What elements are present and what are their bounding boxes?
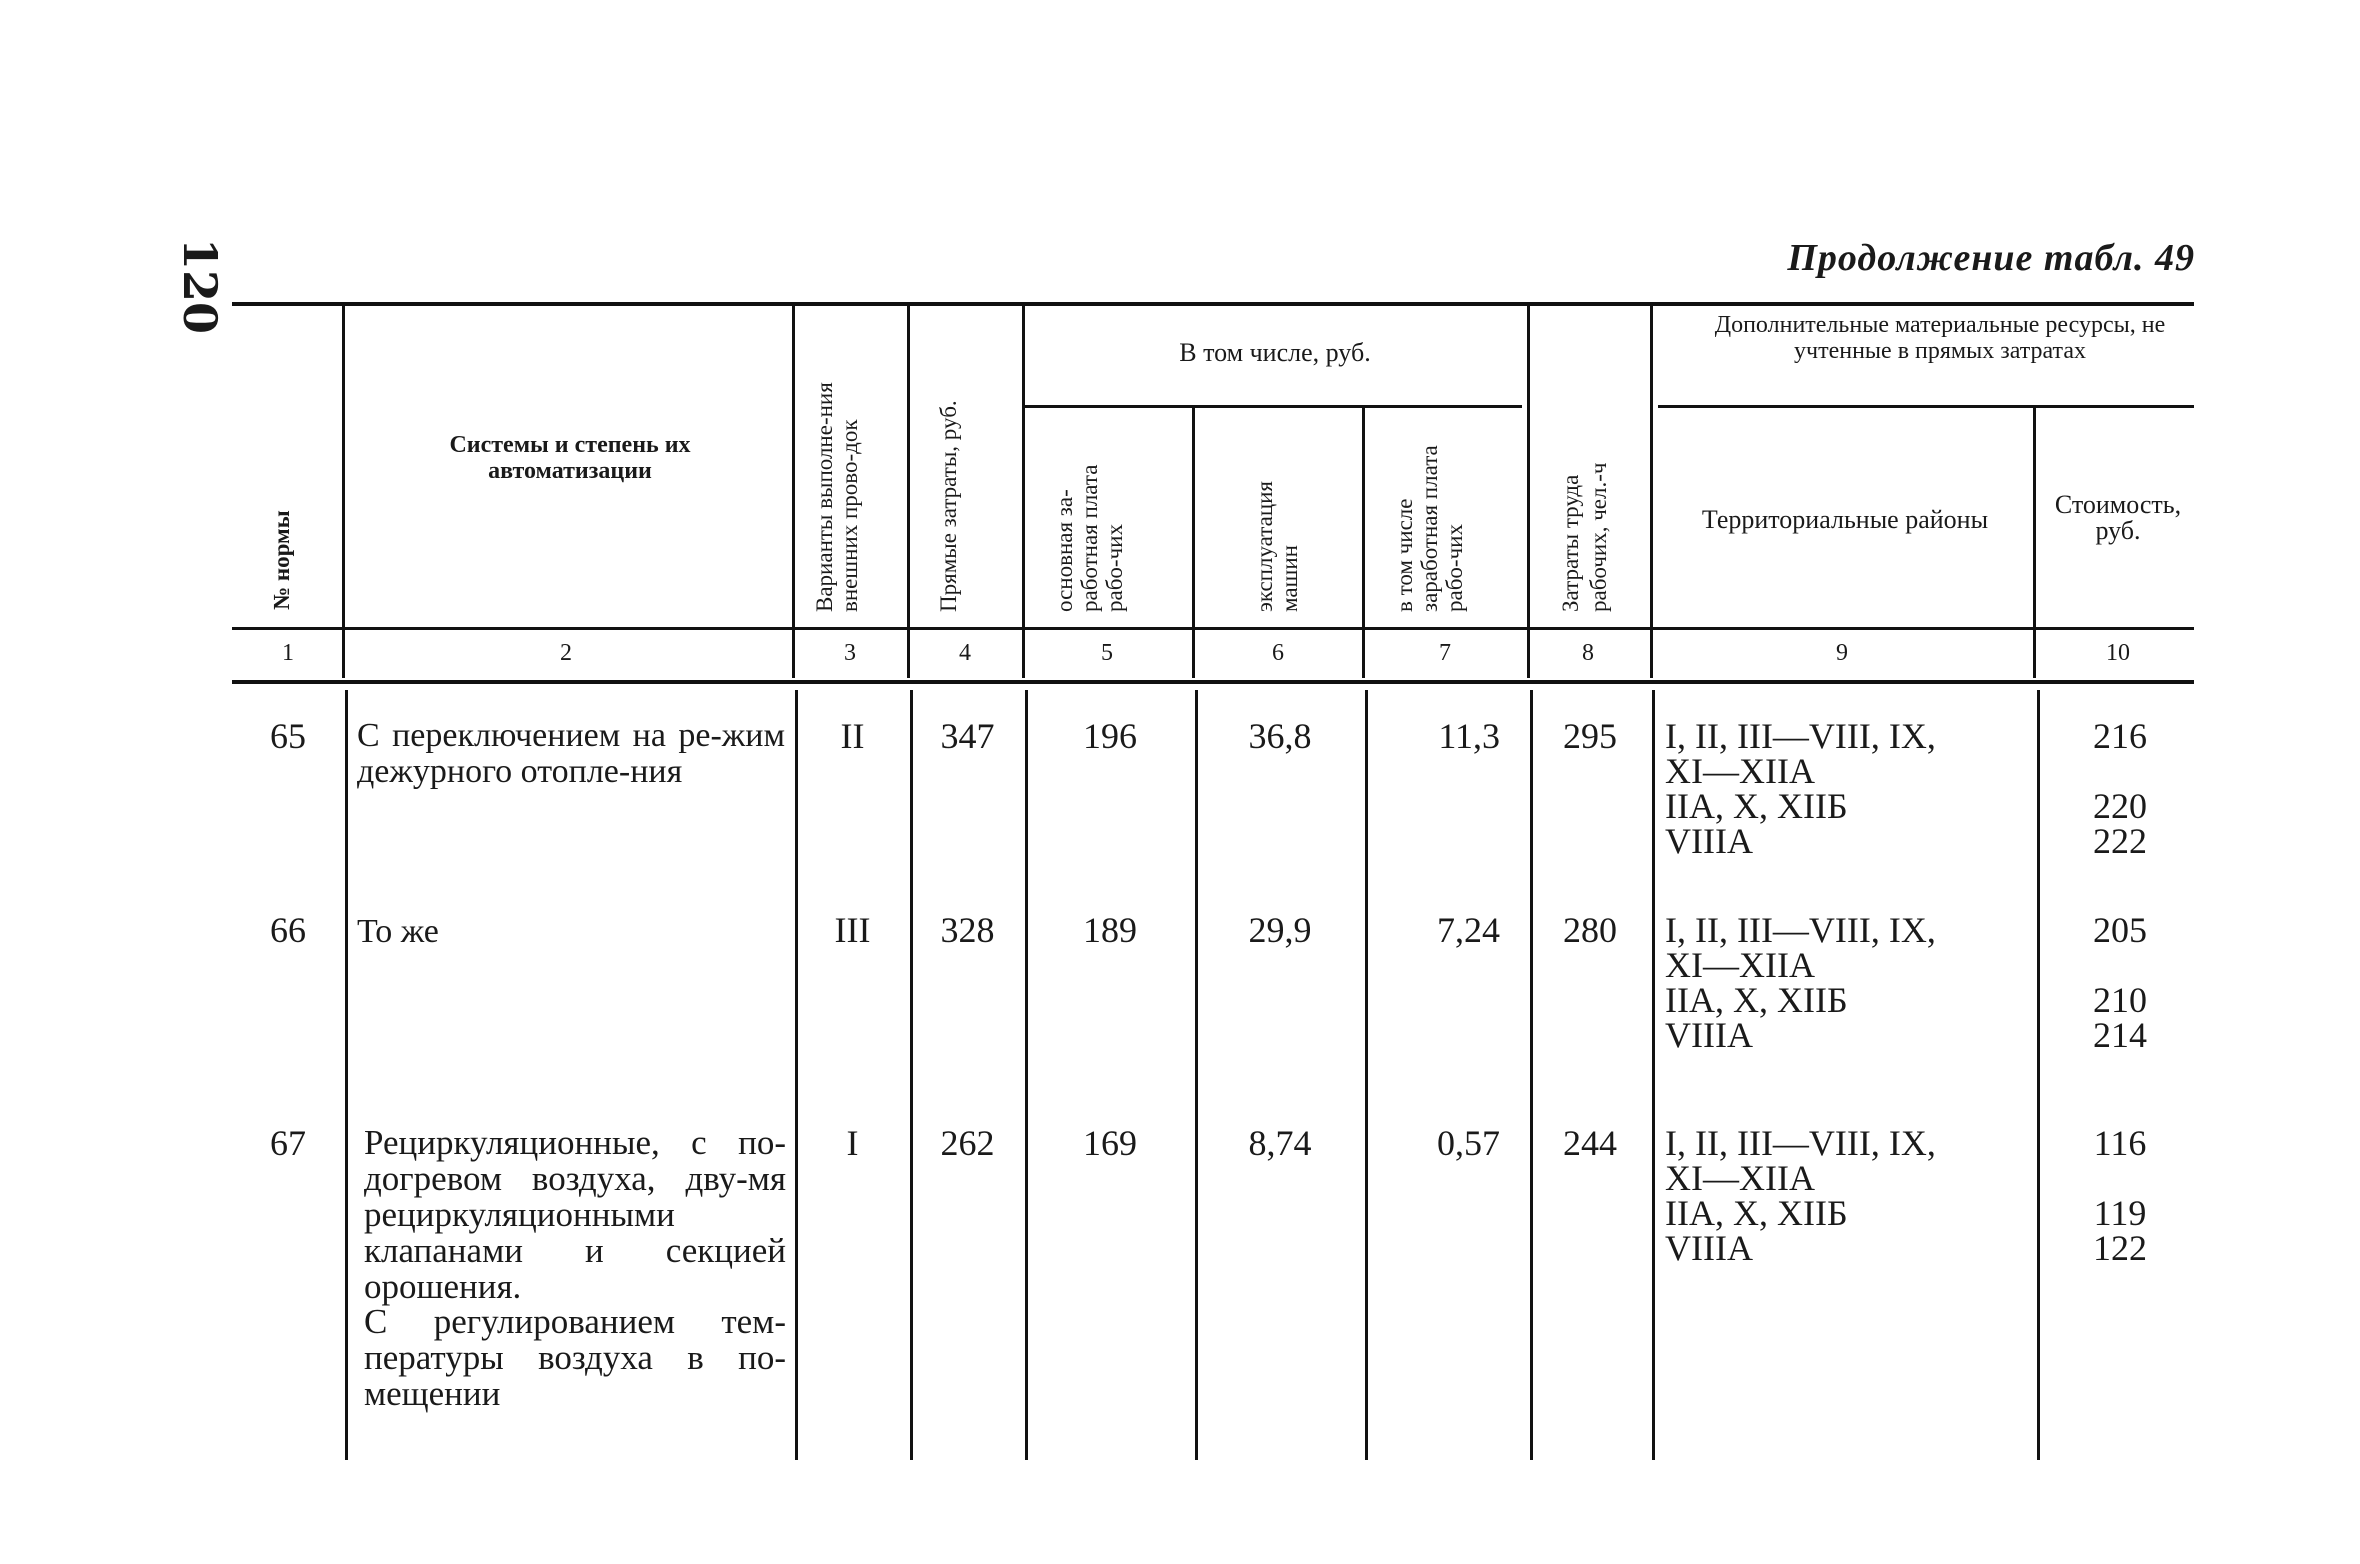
header-norm-number: № нормы bbox=[269, 510, 294, 610]
col-divider bbox=[1365, 690, 1368, 1460]
col-divider bbox=[1362, 408, 1365, 678]
machine-wages: 0,57 bbox=[1437, 1123, 1500, 1163]
col-number: 3 bbox=[844, 640, 856, 666]
variant: I bbox=[846, 1123, 859, 1163]
col-divider bbox=[1530, 690, 1533, 1460]
system-description: Рециркуляционные, с по-догревом воздуха, дву-мя рециркуляционными клапанами и секцией орошения. bbox=[364, 1123, 786, 1306]
header-group-incl: В том числе, руб. bbox=[1179, 338, 1371, 367]
col-divider bbox=[795, 690, 798, 1460]
header-base-wages-text: основная за-работная плата рабо-чих bbox=[1052, 464, 1127, 612]
col-divider bbox=[2033, 408, 2036, 678]
group-rule-1 bbox=[1022, 405, 1522, 408]
header-cost: Стоимость, руб. bbox=[2054, 490, 2182, 545]
header-machines-text: эксплуатация машин bbox=[1252, 480, 1302, 612]
numbers-bottom-rule bbox=[232, 680, 2194, 684]
col-number: 4 bbox=[959, 640, 971, 666]
cost-value: 210 bbox=[2093, 980, 2147, 1020]
machine-wages: 7,24 bbox=[1437, 910, 1500, 950]
region-line: XI—XIIA bbox=[1665, 945, 1815, 985]
header-direct-costs-text: Прямые затраты, руб. bbox=[936, 400, 961, 612]
machine-costs: 29,9 bbox=[1248, 910, 1312, 950]
header-machines bbox=[1252, 422, 1302, 612]
variant: II bbox=[840, 716, 865, 756]
base-wages: 196 bbox=[1083, 716, 1137, 756]
system-description: С переключением на ре-жим дежурного отопле-ния bbox=[357, 717, 785, 790]
base-wages: 189 bbox=[1083, 910, 1137, 950]
col-number: 5 bbox=[1101, 640, 1113, 666]
header-base-wages bbox=[1052, 422, 1127, 612]
direct-costs: 262 bbox=[940, 1123, 995, 1163]
direct-costs: 328 bbox=[940, 910, 995, 950]
norm-number: 67 bbox=[270, 1123, 306, 1163]
col-divider bbox=[1650, 306, 1653, 678]
col-divider bbox=[342, 306, 345, 678]
col-divider bbox=[1652, 690, 1655, 1460]
region-line: VIIIA bbox=[1665, 1228, 1753, 1268]
col-divider bbox=[1195, 690, 1198, 1460]
cost-value: 205 bbox=[2093, 910, 2147, 950]
col-number: 7 bbox=[1439, 640, 1451, 666]
base-wages: 169 bbox=[1083, 1123, 1137, 1163]
table-caption: Продолжение табл. 49 bbox=[1787, 237, 2195, 279]
header-machine-wages-text: в том числе заработная плата рабо-чих bbox=[1392, 445, 1467, 612]
group-rule-2 bbox=[1658, 405, 2194, 408]
col-divider bbox=[907, 306, 910, 678]
machine-costs: 8,74 bbox=[1248, 1123, 1312, 1163]
variant: III bbox=[834, 910, 871, 950]
page-number: 120 bbox=[173, 238, 227, 335]
col-divider bbox=[2037, 690, 2040, 1460]
region-line: XI—XIIA bbox=[1665, 1158, 1815, 1198]
col-divider bbox=[792, 306, 795, 678]
labor: 244 bbox=[1563, 1123, 1617, 1163]
region-line: I, II, III—VIII, IX, bbox=[1665, 716, 1936, 756]
region-line: XI—XIIA bbox=[1665, 751, 1815, 791]
header-bottom-rule bbox=[232, 627, 2194, 630]
header-labor-text: Затраты труда рабочих, чел.-ч bbox=[1558, 462, 1611, 612]
cost-value: 214 bbox=[2093, 1015, 2147, 1055]
cost-value: 216 bbox=[2093, 716, 2147, 756]
region-line: I, II, III—VIII, IX, bbox=[1665, 910, 1936, 950]
header-variants bbox=[812, 332, 862, 612]
header-direct-costs bbox=[935, 342, 963, 612]
col-number: 1 bbox=[282, 640, 294, 666]
col-divider bbox=[1527, 306, 1530, 678]
header-labor bbox=[1557, 392, 1613, 612]
region-line: IIA, X, XIIБ bbox=[1665, 980, 1848, 1020]
col-number: 9 bbox=[1836, 640, 1848, 666]
col-number: 6 bbox=[1272, 640, 1284, 666]
cost-value: 122 bbox=[2093, 1228, 2147, 1268]
region-line: VIIIA bbox=[1665, 821, 1753, 861]
header-systems: Системы и степень их автоматизации bbox=[449, 432, 691, 484]
cost-value: 116 bbox=[2093, 1123, 2147, 1163]
cost-value: 119 bbox=[2093, 1193, 2147, 1233]
cost-value: 220 bbox=[2093, 786, 2147, 826]
col-number: 8 bbox=[1582, 640, 1594, 666]
labor: 280 bbox=[1563, 910, 1617, 950]
labor: 295 bbox=[1563, 716, 1617, 756]
header-group-additional: Дополнительные материальные ресурсы, не учтенные в прямых затратах bbox=[1714, 312, 2166, 364]
norm-number: 65 bbox=[270, 716, 306, 756]
col-divider bbox=[1022, 306, 1025, 678]
machine-costs: 36,8 bbox=[1248, 716, 1312, 756]
header-regions: Территориальные районы bbox=[1701, 505, 1989, 534]
direct-costs: 347 bbox=[940, 716, 995, 756]
region-line: IIA, X, XIIБ bbox=[1665, 786, 1848, 826]
col-divider bbox=[345, 690, 348, 1460]
cost-value: 222 bbox=[2093, 821, 2147, 861]
col-number: 10 bbox=[2106, 640, 2130, 666]
col-divider bbox=[1192, 408, 1195, 678]
top-rule bbox=[232, 302, 2194, 306]
system-description-continued: С регулированием тем-пературы воздуха в по-мещении bbox=[364, 1302, 786, 1413]
col-divider bbox=[1025, 690, 1028, 1460]
system-description: То же bbox=[357, 913, 439, 950]
region-line: VIIIA bbox=[1665, 1015, 1753, 1055]
region-line: IIA, X, XIIБ bbox=[1665, 1193, 1848, 1233]
col-divider bbox=[910, 690, 913, 1460]
machine-wages: 11,3 bbox=[1438, 716, 1500, 756]
norm-number: 66 bbox=[270, 910, 306, 950]
header-machine-wages bbox=[1392, 422, 1467, 612]
header-variants-text: Варианты выполне-ния внешних прово-док bbox=[812, 382, 862, 612]
col-number: 2 bbox=[560, 640, 572, 666]
region-line: I, II, III—VIII, IX, bbox=[1665, 1123, 1936, 1163]
